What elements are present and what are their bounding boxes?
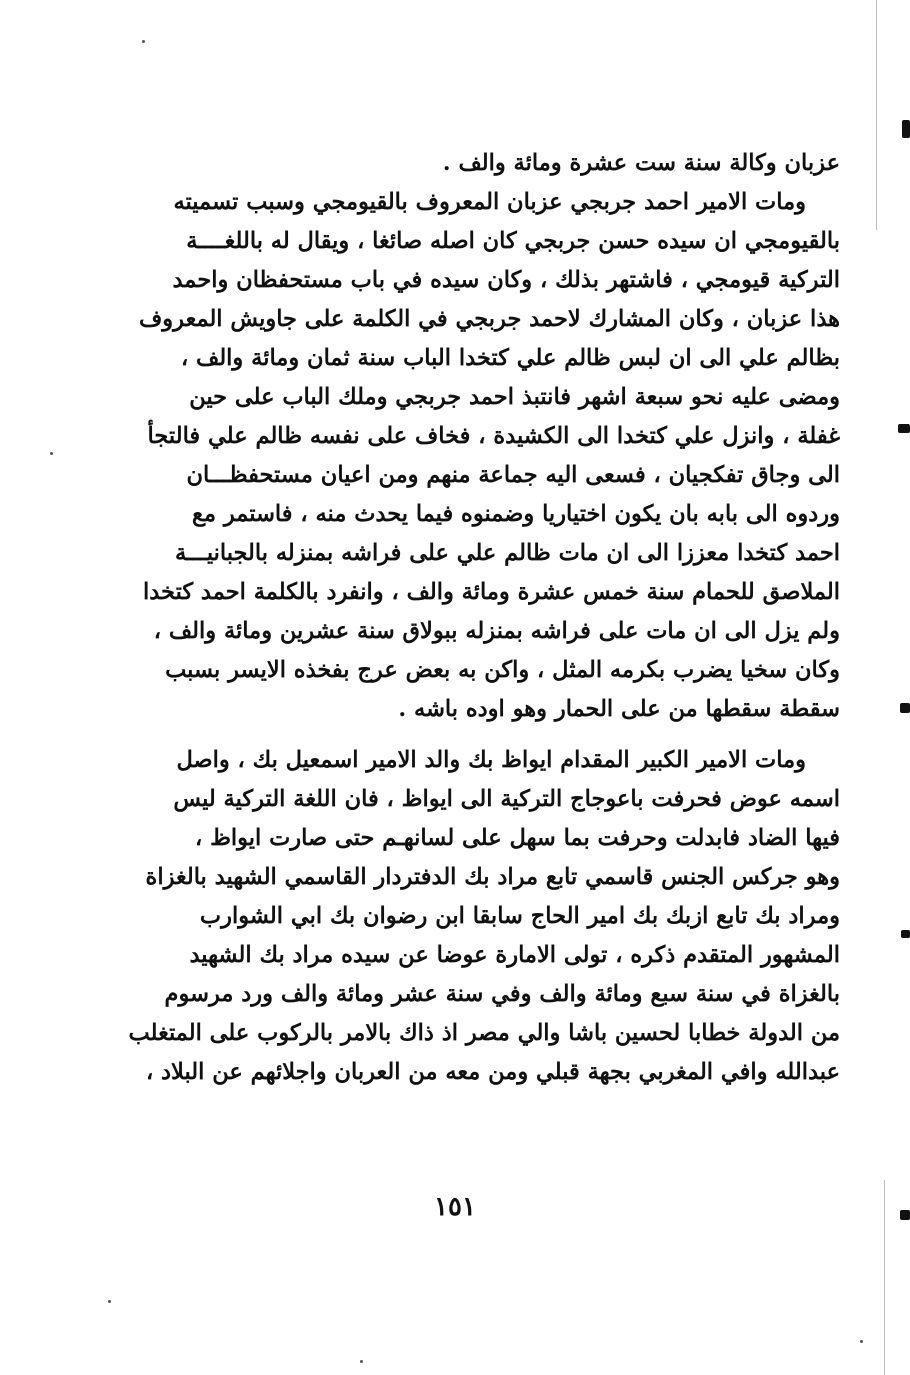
text-line: هذا عزبان ، وكان المشارك لاحمد جربجي في الكلمة على جاويش المعروف: [138, 306, 840, 332]
scan-speck: [50, 452, 53, 455]
text-line: بالقيومجي ان سيده حسن جربجي كان اصله صائغا ، ويقال له باللغــــة: [186, 228, 840, 254]
text-line: سقطة سقطها من على الحمار وهو اوده باشه .: [398, 696, 840, 722]
page-number: ١٥١: [434, 1192, 476, 1222]
text-line: غفلة ، وانزل علي كتخدا الى الكشيدة ، فخاف على نفسه ظالم علي فالتجأ: [147, 423, 840, 449]
binding-mark: [898, 424, 910, 433]
scan-speck: [860, 1340, 863, 1343]
text-line: عبدالله وافي المغربي بجهة قبلي ومن معه من العربان واجلائهم عن البلاد ،: [145, 1059, 840, 1085]
text-line: الملاصق للحمام سنة خمس عشرة ومائة والف ، وانفرد بالكلمة احمد كتخدا: [142, 579, 840, 605]
text-line: فيها الضاد فابدلت وحرفت بما سهل على لسانهـم حتى صارت ايواظ ،: [194, 825, 840, 851]
text-line: ومات الامير الكبير المقدام ايواظ بك والد الامير اسمعيل بك ، واصل: [176, 747, 806, 773]
text-line: ومراد بك تابع ازبك بك امير الحاج سابقا ابن رضوان بك ابي الشوارب: [199, 903, 840, 929]
text-line: عزبان وكالة سنة ست عشرة ومائة والف .: [442, 150, 840, 176]
text-line: اسمه عوض فحرفت باعوجاج التركية الى ايواظ ، فان اللغة التركية ليس: [173, 786, 840, 812]
text-line: ولم يزل الى ان مات على فراشه بمنزله ببولاق سنة عشرين ومائة والف ،: [153, 618, 840, 644]
text-line: احمد كتخدا معززا الى ان مات ظالم علي على فراشه بمنزله بالجبانيـــة: [174, 540, 840, 566]
binding-mark: [900, 1210, 910, 1220]
text-line: وكان سخيا يضرب بكرمه المثل ، واكن به بعض عرج بفخذه الايسر بسبب: [165, 657, 840, 683]
scan-speck: [360, 1360, 363, 1363]
text-line: الى وجاق تفكجيان ، فسعى اليه جماعة منهم ومن اعيان مستحفظـــان: [186, 462, 840, 488]
scan-line: [884, 1180, 885, 1375]
scan-speck: [142, 40, 145, 43]
scan-line: [876, 0, 877, 230]
text-line: وهو جركس الجنس قاسمي تابع مراد بك الدفتردار القاسمي الشهيد بالغزاة: [145, 864, 840, 890]
body-text: [118, 144, 840, 1092]
text-line: التركية قيومجي ، فاشتهر بذلك ، وكان سيده في باب مستحفظان واحمد: [172, 267, 840, 293]
text-line: من الدولة خطابا لحسين باشا والي مصر اذ ذاك بالامر بالركوب على المتغلب: [128, 1020, 840, 1046]
text-line: ومات الامير احمد جربجي عزبان المعروف بالقيومجي وسبب تسميته: [173, 189, 806, 215]
scan-speck: [108, 1300, 111, 1303]
text-line: ومضى عليه نحو سبعة اشهر فانتبذ احمد جربجي وملك الباب على حين: [189, 384, 840, 410]
binding-mark: [901, 930, 910, 938]
text-line: بالغزاة في سنة سبع ومائة والف وفي سنة عشر ومائة والف ورد مرسوم: [164, 981, 840, 1007]
binding-mark: [900, 703, 910, 713]
binding-mark: [902, 120, 910, 138]
text-line: وردوه الى بابه بان يكون اختياريا وضمنوه فيما يحدث منه ، فاستمر مع: [192, 501, 840, 527]
text-line: بظالم علي الى ان لبس ظالم علي كتخدا الباب سنة ثمان ومائة والف ،: [180, 345, 840, 371]
text-line: المشهور المتقدم ذكره ، تولى الامارة عوضا عن سيده مراد بك الشهيد: [189, 942, 840, 968]
